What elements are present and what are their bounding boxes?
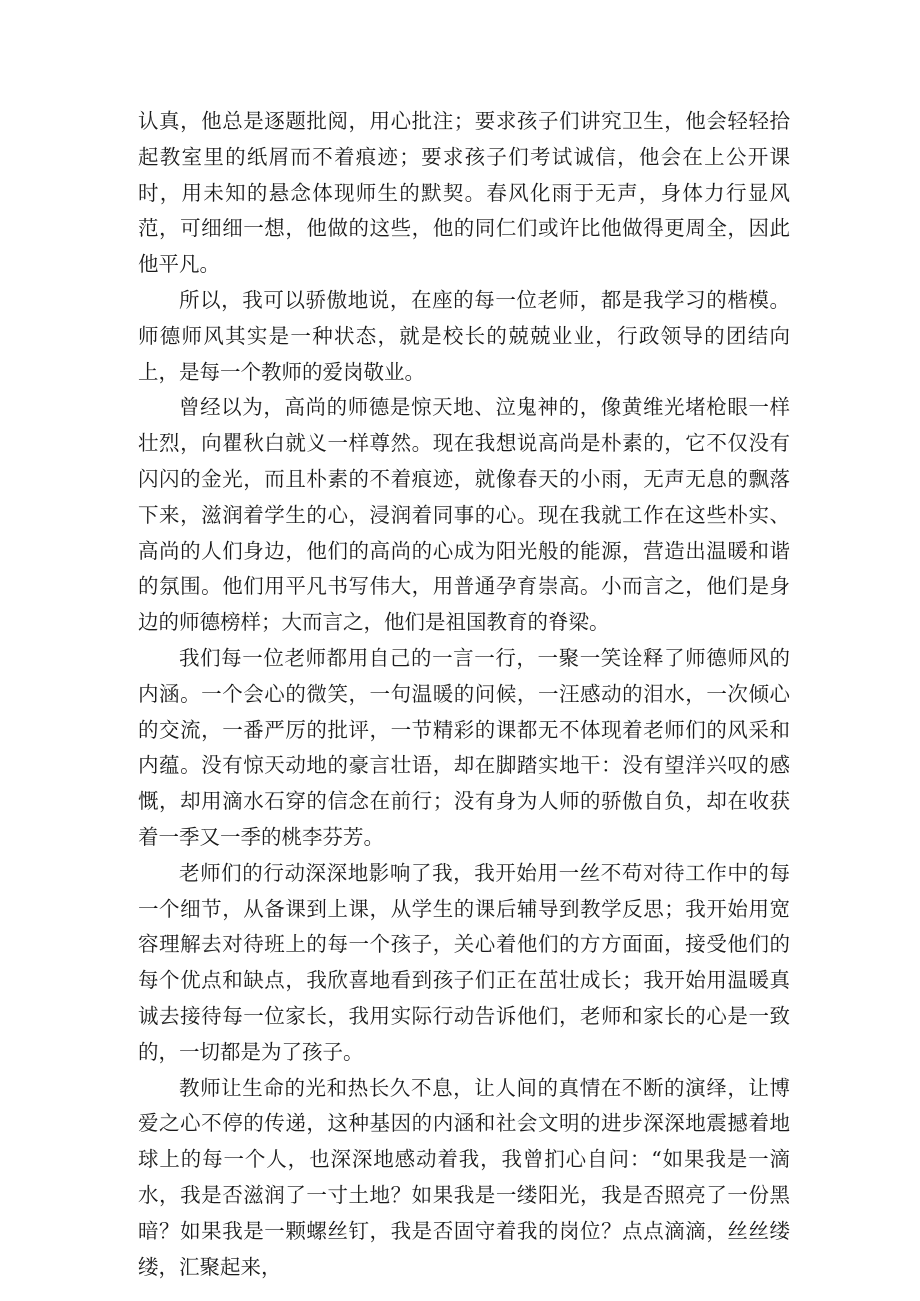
paragraph-3: 曾经以为，高尚的师德是惊天地、泣鬼神的，像黄维光堵枪眼一样壮烈，向瞿秋白就义一样尊然。现在我想说高尚是朴素的，它不仅没有闪闪的金光，而且朴素的不着痕迹，就像春天的小雨，无声无息的飘落下来，滋润着学生的心，浸润着同事的心。现在我就工作在这些朴实、高尚的人们身边，他们的高尚的心成为阳光般的能源，营造出温暖和谐的氛围。他们用平凡书写伟大，用普通孕育崇高。小而言之，他们是身边的师德榜样；大而言之，他们是祖国教育的脊梁。	[138, 395, 790, 635]
paragraph-4: 我们每一位老师都用自己的一言一行，一聚一笑诠释了师德师风的内涵。一个会心的微笑，一句温暖的问候，一汪感动的泪水，一次倾心的交流，一番严厉的批评，一节精彩的课都无不体现着老师们的风采和内蕴。没有惊天动地的豪言壮语，却在脚踏实地干：没有望洋兴叹的感慨，却用滴水石穿的信念在前行；没有身为人师的骄傲自负，却在收获着一季又一季的桃李芬芳。	[138, 645, 790, 849]
paragraph-6: 教师让生命的光和热长久不息，让人间的真情在不断的演绎，让博爱之心不停的传递，这种基因的内涵和社会文明的进步深深地震撼着地球上的每一个人，也深深地感动着我，我曾扪心自问：“如果我是一滴水，我是否滋润了一寸土地？如果我是一缕阳光，我是否照亮了一份黑暗？如果我是一颗螺丝钉，我是否固守着我的岗位？点点滴滴，丝丝缕缕，汇聚起来，	[138, 1075, 790, 1279]
paragraph-2: 所以，我可以骄傲地说，在座的每一位老师，都是我学习的楷模。师德师风其实是一种状态，就是校长的兢兢业业，行政领导的团结向上，是每一个教师的爱岗敬业。	[138, 287, 790, 384]
paragraph-5: 老师们的行动深深地影响了我，我开始用一丝不苟对待工作中的每一个细节，从备课到上课，从学生的课后辅导到教学反思；我开始用宽容理解去对待班上的每一个孩子，关心着他们的方方面面，接受他们的每个优点和缺点，我欣喜地看到孩子们正在茁壮成长；我开始用温暖真诚去接待每一位家长，我用实际行动告诉他们，老师和家长的心是一致的，一切都是为了孩子。	[138, 860, 790, 1064]
document-body	[138, 104, 790, 1285]
paragraph-1: 认真，他总是逐题批阅，用心批注；要求孩子们讲究卫生，他会轻轻拾起教室里的纸屑而不着痕迹；要求孩子们考试诚信，他会在上公开课时，用未知的悬念体现师生的默契。春风化雨于无声，身体力行显风范，可细细一想，他做的这些，他的同仁们或许比他做得更周全，因此他平凡。	[138, 109, 790, 277]
